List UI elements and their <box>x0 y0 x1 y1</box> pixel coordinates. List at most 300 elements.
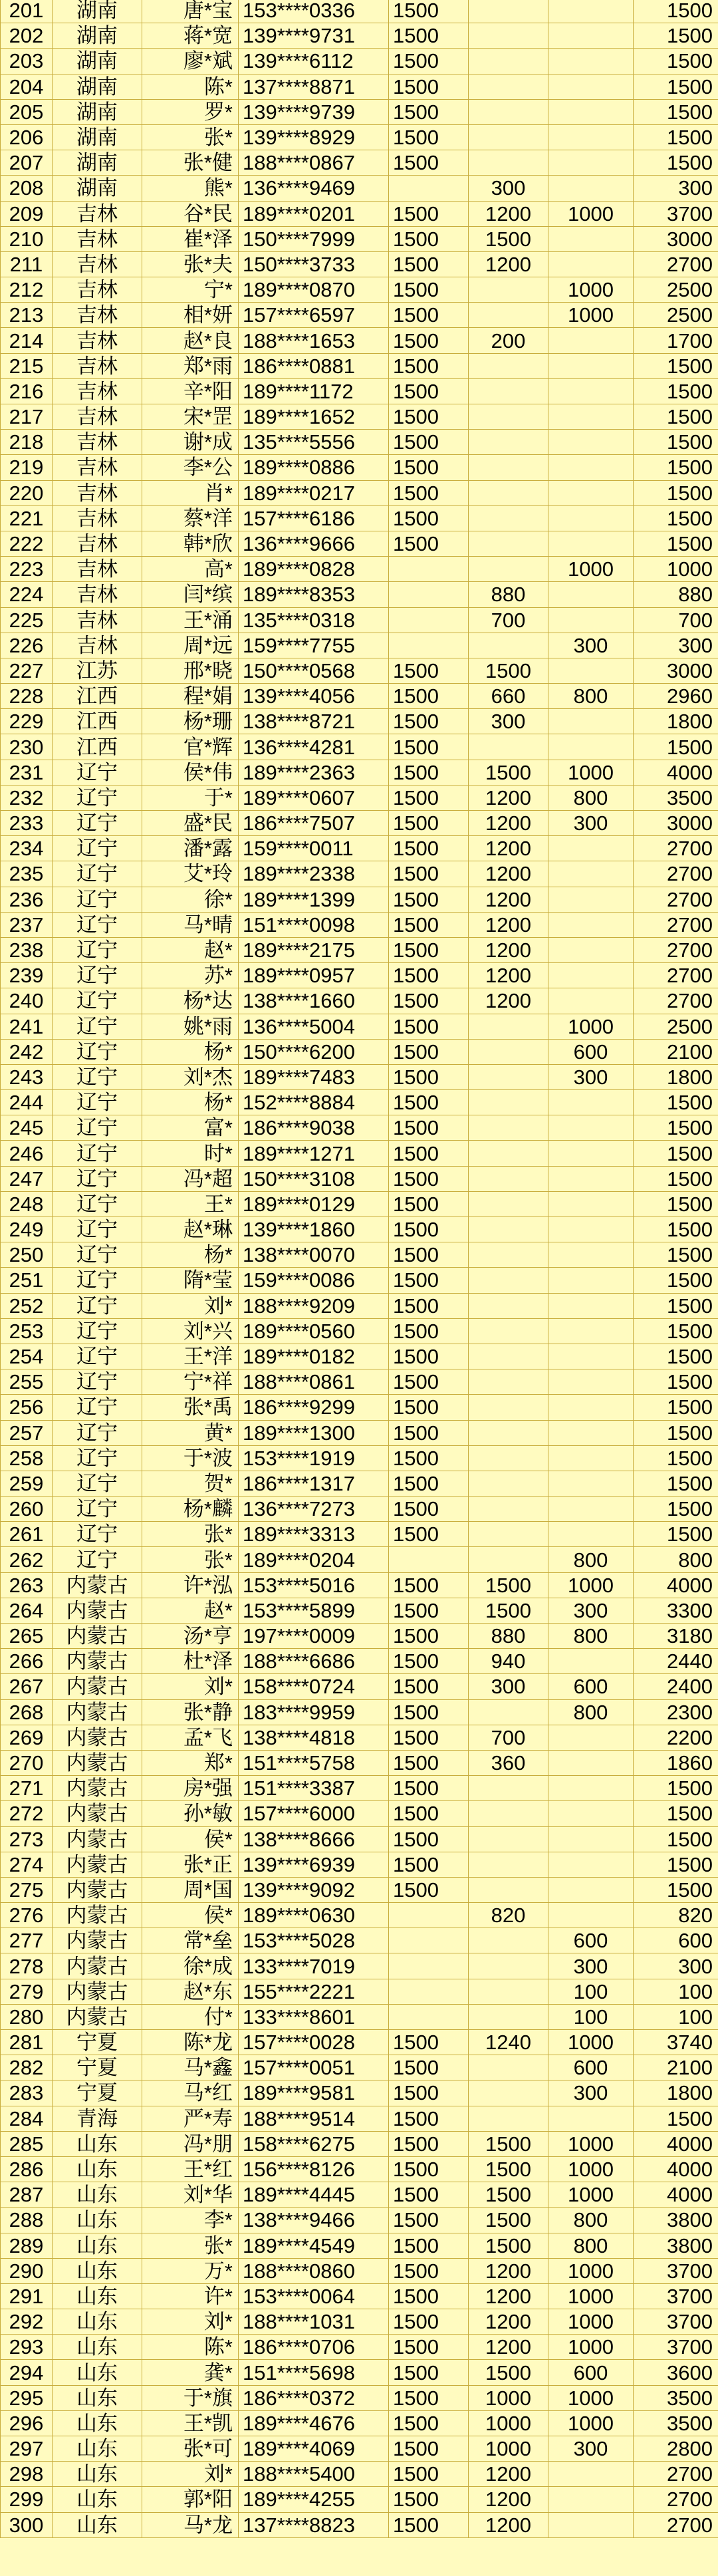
province-cell: 宁夏 <box>53 2030 142 2055</box>
amount-c-cell <box>548 734 634 760</box>
name-cell: 陈* <box>142 2335 239 2360</box>
amount-c-cell: 300 <box>548 1064 634 1089</box>
row-number-cell: 262 <box>1 1547 53 1572</box>
province-cell: 吉林 <box>53 633 142 658</box>
table-row <box>1 1826 718 1852</box>
name-cell: 万* <box>142 2258 239 2283</box>
table-row <box>1 1852 718 1877</box>
name-cell: 马*龙 <box>142 2512 239 2537</box>
total-cell: 2700 <box>634 963 718 988</box>
table-row <box>1 99 718 124</box>
amount-c-cell <box>548 988 634 1014</box>
total-cell: 4000 <box>634 2131 718 2156</box>
total-cell: 1500 <box>634 23 718 49</box>
name-cell: 官*辉 <box>142 734 239 760</box>
total-cell: 2700 <box>634 2462 718 2487</box>
table-row <box>1 1318 718 1344</box>
amount-a-cell: 1500 <box>389 2182 469 2208</box>
row-number-cell: 293 <box>1 2335 53 2360</box>
amount-b-cell <box>469 1801 548 1826</box>
province-cell: 内蒙古 <box>53 1801 142 1826</box>
row-number-cell: 207 <box>1 150 53 176</box>
province-cell: 湖南 <box>53 176 142 201</box>
table-row <box>1 836 718 861</box>
table-row <box>1 2360 718 2385</box>
total-cell: 2700 <box>634 251 718 277</box>
amount-b-cell <box>469 49 548 74</box>
row-number-cell: 203 <box>1 49 53 74</box>
province-cell: 江西 <box>53 684 142 709</box>
amount-c-cell <box>548 1471 634 1496</box>
amount-c-cell: 300 <box>548 811 634 836</box>
row-number-cell: 281 <box>1 2030 53 2055</box>
province-cell: 山东 <box>53 2283 142 2309</box>
amount-b-cell: 1200 <box>469 811 548 836</box>
phone-cell: 157****6186 <box>239 505 389 531</box>
amount-a-cell: 1500 <box>389 785 469 810</box>
amount-a-cell: 1500 <box>389 1217 469 1242</box>
province-cell: 辽宁 <box>53 1497 142 1522</box>
amount-b-cell <box>469 734 548 760</box>
amount-a-cell: 1500 <box>389 49 469 74</box>
table-row <box>1 2436 718 2462</box>
phone-cell: 189****0204 <box>239 1547 389 1572</box>
total-cell: 1500 <box>634 2106 718 2131</box>
row-number-cell: 249 <box>1 1217 53 1242</box>
amount-c-cell: 800 <box>548 1624 634 1649</box>
amount-b-cell: 1200 <box>469 2258 548 2283</box>
row-number-cell: 246 <box>1 1141 53 1166</box>
row-number-cell: 206 <box>1 124 53 150</box>
amount-a-cell: 1500 <box>389 303 469 328</box>
total-cell: 3740 <box>634 2030 718 2055</box>
table-row <box>1 912 718 937</box>
amount-b-cell <box>469 531 548 556</box>
row-number-cell: 230 <box>1 734 53 760</box>
total-cell: 3000 <box>634 658 718 683</box>
total-cell: 1500 <box>634 1217 718 1242</box>
amount-c-cell <box>548 1166 634 1191</box>
amount-a-cell: 1500 <box>389 2258 469 2283</box>
table-row <box>1 1624 718 1649</box>
amount-b-cell <box>469 74 548 99</box>
name-cell: 郭*阳 <box>142 2487 239 2512</box>
name-cell: 马*鑫 <box>142 2055 239 2080</box>
row-number-cell: 277 <box>1 1928 53 1953</box>
amount-a-cell: 1500 <box>389 2055 469 2080</box>
amount-c-cell <box>548 1445 634 1471</box>
name-cell: 侯* <box>142 1826 239 1852</box>
name-cell: 王*红 <box>142 2156 239 2182</box>
name-cell: 张*可 <box>142 2436 239 2462</box>
amount-c-cell <box>548 0 634 23</box>
table-row <box>1 1776 718 1801</box>
phone-cell: 189****0957 <box>239 963 389 988</box>
province-cell: 吉林 <box>53 201 142 226</box>
name-cell: 刘* <box>142 1293 239 1318</box>
name-cell: 孟*飞 <box>142 1725 239 1750</box>
row-number-cell: 299 <box>1 2487 53 2512</box>
amount-a-cell: 1500 <box>389 1141 469 1166</box>
total-cell: 3700 <box>634 2335 718 2360</box>
amount-a-cell: 1500 <box>389 1471 469 1496</box>
phone-cell: 139****6112 <box>239 49 389 74</box>
province-cell: 辽宁 <box>53 912 142 937</box>
total-cell: 1500 <box>634 734 718 760</box>
phone-cell: 189****1652 <box>239 404 389 430</box>
phone-cell: 135****5556 <box>239 430 389 455</box>
province-cell: 内蒙古 <box>53 1928 142 1953</box>
amount-c-cell <box>548 1497 634 1522</box>
table-row <box>1 2004 718 2029</box>
amount-b-cell: 1200 <box>469 2487 548 2512</box>
amount-a-cell: 1500 <box>389 988 469 1014</box>
table-row <box>1 2487 718 2512</box>
province-cell: 辽宁 <box>53 1344 142 1369</box>
amount-c-cell: 1000 <box>548 2156 634 2182</box>
amount-b-cell: 200 <box>469 328 548 353</box>
province-cell: 吉林 <box>53 607 142 633</box>
amount-a-cell: 1500 <box>389 1318 469 1344</box>
amount-b-cell: 1500 <box>469 2208 548 2233</box>
name-cell: 周*国 <box>142 1877 239 1902</box>
total-cell: 1500 <box>634 1776 718 1801</box>
phone-cell: 139****6939 <box>239 1852 389 1877</box>
phone-cell: 153****0336 <box>239 0 389 23</box>
phone-cell: 189****2363 <box>239 760 389 785</box>
amount-b-cell: 1200 <box>469 937 548 962</box>
phone-cell: 159****7755 <box>239 633 389 658</box>
table-row <box>1 709 718 734</box>
amount-c-cell <box>548 99 634 124</box>
name-cell: 杨*麟 <box>142 1497 239 1522</box>
amount-c-cell: 800 <box>548 2233 634 2258</box>
total-cell: 820 <box>634 1903 718 1928</box>
province-cell: 宁夏 <box>53 2080 142 2106</box>
province-cell: 内蒙古 <box>53 1852 142 1877</box>
phone-cell: 153****1919 <box>239 1445 389 1471</box>
phone-cell: 137****8871 <box>239 74 389 99</box>
total-cell: 1800 <box>634 709 718 734</box>
amount-c-cell <box>548 1115 634 1141</box>
total-cell: 4000 <box>634 2156 718 2182</box>
name-cell: 汤*亨 <box>142 1624 239 1649</box>
amount-a-cell: 1500 <box>389 1598 469 1623</box>
amount-b-cell <box>469 1420 548 1445</box>
row-number-cell: 269 <box>1 1725 53 1750</box>
amount-b-cell <box>469 378 548 404</box>
amount-b-cell: 1200 <box>469 2462 548 2487</box>
phone-cell: 159****0086 <box>239 1268 389 1293</box>
amount-c-cell: 1000 <box>548 2182 634 2208</box>
province-cell: 青海 <box>53 2106 142 2131</box>
total-cell: 1500 <box>634 49 718 74</box>
amount-b-cell <box>469 150 548 176</box>
amount-b-cell <box>469 557 548 582</box>
amount-a-cell: 1500 <box>389 378 469 404</box>
amount-a-cell: 1500 <box>389 1014 469 1039</box>
province-cell: 内蒙古 <box>53 1598 142 1623</box>
phone-cell: 188****6686 <box>239 1649 389 1674</box>
amount-c-cell: 1000 <box>548 277 634 303</box>
total-cell: 1500 <box>634 505 718 531</box>
row-number-cell: 245 <box>1 1115 53 1141</box>
amount-b-cell: 1200 <box>469 861 548 887</box>
amount-a-cell: 1500 <box>389 150 469 176</box>
table-row <box>1 1166 718 1191</box>
total-cell: 1500 <box>634 74 718 99</box>
table-row <box>1 1014 718 1039</box>
amount-c-cell: 600 <box>548 1928 634 1953</box>
row-number-cell: 289 <box>1 2233 53 2258</box>
amount-b-cell <box>469 99 548 124</box>
province-cell: 辽宁 <box>53 836 142 861</box>
amount-a-cell: 1500 <box>389 1497 469 1522</box>
amount-c-cell: 300 <box>548 2436 634 2462</box>
amount-c-cell: 300 <box>548 1598 634 1623</box>
province-cell: 内蒙古 <box>53 1826 142 1852</box>
amount-b-cell: 1500 <box>469 2182 548 2208</box>
amount-a-cell: 1500 <box>389 1826 469 1852</box>
table-row <box>1 734 718 760</box>
amount-a-cell: 1500 <box>389 1039 469 1064</box>
total-cell: 2500 <box>634 303 718 328</box>
amount-a-cell: 1500 <box>389 251 469 277</box>
amount-b-cell <box>469 1877 548 1902</box>
name-cell: 许*泓 <box>142 1572 239 1598</box>
amount-b-cell <box>469 1852 548 1877</box>
name-cell: 高* <box>142 557 239 582</box>
table-row <box>1 49 718 74</box>
province-cell: 山东 <box>53 2208 142 2233</box>
amount-b-cell: 1200 <box>469 2309 548 2335</box>
province-cell: 山东 <box>53 2258 142 2283</box>
province-cell: 山东 <box>53 2182 142 2208</box>
phone-cell: 188****1031 <box>239 2309 389 2335</box>
amount-a-cell: 1500 <box>389 1572 469 1598</box>
name-cell: 张*禹 <box>142 1395 239 1420</box>
amount-b-cell: 660 <box>469 684 548 709</box>
total-cell: 1500 <box>634 1268 718 1293</box>
name-cell: 苏* <box>142 963 239 988</box>
phone-cell: 189****4255 <box>239 2487 389 2512</box>
province-cell: 辽宁 <box>53 1242 142 1268</box>
total-cell: 1500 <box>634 1293 718 1318</box>
table-row <box>1 0 718 23</box>
table-row <box>1 887 718 912</box>
amount-c-cell <box>548 49 634 74</box>
name-cell: 侯* <box>142 1903 239 1928</box>
phone-cell: 183****9959 <box>239 1699 389 1725</box>
amount-a-cell: 1500 <box>389 353 469 378</box>
phone-cell: 189****0560 <box>239 1318 389 1344</box>
amount-a-cell: 1500 <box>389 937 469 962</box>
amount-b-cell <box>469 124 548 150</box>
row-number-cell: 254 <box>1 1344 53 1369</box>
amount-a-cell: 1500 <box>389 1522 469 1547</box>
province-cell: 湖南 <box>53 49 142 74</box>
name-cell: 陈*龙 <box>142 2030 239 2055</box>
amount-a-cell: 1500 <box>389 1090 469 1115</box>
phone-cell: 153****5028 <box>239 1928 389 1953</box>
phone-cell: 189****0870 <box>239 277 389 303</box>
amount-c-cell: 1000 <box>548 2258 634 2283</box>
province-cell: 湖南 <box>53 124 142 150</box>
amount-a-cell: 1500 <box>389 1445 469 1471</box>
phone-cell: 188****9514 <box>239 2106 389 2131</box>
table-row <box>1 1979 718 2004</box>
row-number-cell: 250 <box>1 1242 53 1268</box>
amount-b-cell <box>469 0 548 23</box>
province-cell: 辽宁 <box>53 1471 142 1496</box>
amount-c-cell: 1000 <box>548 760 634 785</box>
amount-c-cell: 1000 <box>548 2410 634 2436</box>
donor-table-body <box>1 0 718 2537</box>
row-number-cell: 211 <box>1 251 53 277</box>
amount-c-cell: 800 <box>548 785 634 810</box>
table-row <box>1 531 718 556</box>
table-row <box>1 1801 718 1826</box>
province-cell: 辽宁 <box>53 1293 142 1318</box>
amount-c-cell <box>548 582 634 607</box>
phone-cell: 136****7273 <box>239 1497 389 1522</box>
name-cell: 许* <box>142 2283 239 2309</box>
name-cell: 熊* <box>142 176 239 201</box>
province-cell: 山东 <box>53 2156 142 2182</box>
name-cell: 张*健 <box>142 150 239 176</box>
province-cell: 辽宁 <box>53 1166 142 1191</box>
amount-c-cell <box>548 455 634 480</box>
amount-a-cell: 1500 <box>389 2360 469 2385</box>
row-number-cell: 242 <box>1 1039 53 1064</box>
name-cell: 刘*兴 <box>142 1318 239 1344</box>
table-row <box>1 1293 718 1318</box>
amount-b-cell: 1500 <box>469 226 548 251</box>
row-number-cell: 227 <box>1 658 53 683</box>
amount-c-cell <box>548 1395 634 1420</box>
name-cell: 唐*宝 <box>142 0 239 23</box>
table-row <box>1 1725 718 1750</box>
row-number-cell: 292 <box>1 2309 53 2335</box>
province-cell: 吉林 <box>53 328 142 353</box>
province-cell: 辽宁 <box>53 937 142 962</box>
table-row <box>1 23 718 49</box>
province-cell: 内蒙古 <box>53 2004 142 2029</box>
amount-b-cell <box>469 1014 548 1039</box>
row-number-cell: 275 <box>1 1877 53 1902</box>
amount-c-cell: 300 <box>548 2080 634 2106</box>
table-row <box>1 1471 718 1496</box>
amount-c-cell: 1000 <box>548 2385 634 2410</box>
amount-c-cell <box>548 2106 634 2131</box>
phone-cell: 150****3108 <box>239 1166 389 1191</box>
province-cell: 辽宁 <box>53 1064 142 1089</box>
province-cell: 辽宁 <box>53 1217 142 1242</box>
row-number-cell: 225 <box>1 607 53 633</box>
phone-cell: 157****6597 <box>239 303 389 328</box>
total-cell: 3000 <box>634 226 718 251</box>
amount-a-cell: 1500 <box>389 1699 469 1725</box>
phone-cell: 189****1172 <box>239 378 389 404</box>
amount-b-cell <box>469 1318 548 1344</box>
province-cell: 湖南 <box>53 150 142 176</box>
amount-b-cell: 1500 <box>469 760 548 785</box>
name-cell: 马*晴 <box>142 912 239 937</box>
total-cell: 1800 <box>634 1064 718 1089</box>
amount-a-cell: 1500 <box>389 658 469 683</box>
total-cell: 1500 <box>634 480 718 505</box>
province-cell: 辽宁 <box>53 1445 142 1471</box>
amount-b-cell <box>469 1115 548 1141</box>
row-number-cell: 213 <box>1 303 53 328</box>
table-row <box>1 2156 718 2182</box>
table-row <box>1 1090 718 1115</box>
amount-c-cell: 300 <box>548 633 634 658</box>
name-cell: 李* <box>142 2208 239 2233</box>
total-cell: 1500 <box>634 353 718 378</box>
total-cell: 3700 <box>634 2283 718 2309</box>
total-cell: 100 <box>634 1979 718 2004</box>
amount-c-cell <box>548 1826 634 1852</box>
phone-cell: 197****0009 <box>239 1624 389 1649</box>
phone-cell: 189****8353 <box>239 582 389 607</box>
amount-b-cell <box>469 1471 548 1496</box>
amount-a-cell: 1500 <box>389 709 469 734</box>
total-cell: 800 <box>634 1547 718 1572</box>
total-cell: 2100 <box>634 2055 718 2080</box>
amount-c-cell: 1000 <box>548 1014 634 1039</box>
total-cell: 1500 <box>634 1877 718 1902</box>
amount-b-cell: 940 <box>469 1649 548 1674</box>
amount-a-cell: 1500 <box>389 1268 469 1293</box>
table-row <box>1 353 718 378</box>
amount-a-cell: 1500 <box>389 1852 469 1877</box>
amount-c-cell: 300 <box>548 1953 634 1979</box>
row-number-cell: 247 <box>1 1166 53 1191</box>
amount-c-cell <box>548 607 634 633</box>
table-row <box>1 1064 718 1089</box>
table-row <box>1 988 718 1014</box>
phone-cell: 138****0070 <box>239 1242 389 1268</box>
row-number-cell: 252 <box>1 1293 53 1318</box>
total-cell: 1500 <box>634 1826 718 1852</box>
phone-cell: 189****4069 <box>239 2436 389 2462</box>
amount-c-cell: 800 <box>548 1699 634 1725</box>
phone-cell: 150****7999 <box>239 226 389 251</box>
name-cell: 王*凯 <box>142 2410 239 2436</box>
name-cell: 赵*良 <box>142 328 239 353</box>
province-cell: 湖南 <box>53 99 142 124</box>
row-number-cell: 261 <box>1 1522 53 1547</box>
amount-c-cell: 1000 <box>548 2283 634 2309</box>
total-cell: 1500 <box>634 1191 718 1216</box>
phone-cell: 189****2338 <box>239 861 389 887</box>
province-cell: 辽宁 <box>53 1014 142 1039</box>
amount-a-cell: 1500 <box>389 1064 469 1089</box>
amount-a-cell: 1500 <box>389 2106 469 2131</box>
amount-a-cell: 1500 <box>389 811 469 836</box>
name-cell: 蔡*洋 <box>142 505 239 531</box>
province-cell: 吉林 <box>53 226 142 251</box>
province-cell: 辽宁 <box>53 760 142 785</box>
row-number-cell: 204 <box>1 74 53 99</box>
table-row <box>1 430 718 455</box>
amount-a-cell: 1500 <box>389 2233 469 2258</box>
table-row <box>1 328 718 353</box>
amount-a-cell: 1500 <box>389 1242 469 1268</box>
amount-c-cell: 1000 <box>548 2335 634 2360</box>
total-cell: 1500 <box>634 531 718 556</box>
